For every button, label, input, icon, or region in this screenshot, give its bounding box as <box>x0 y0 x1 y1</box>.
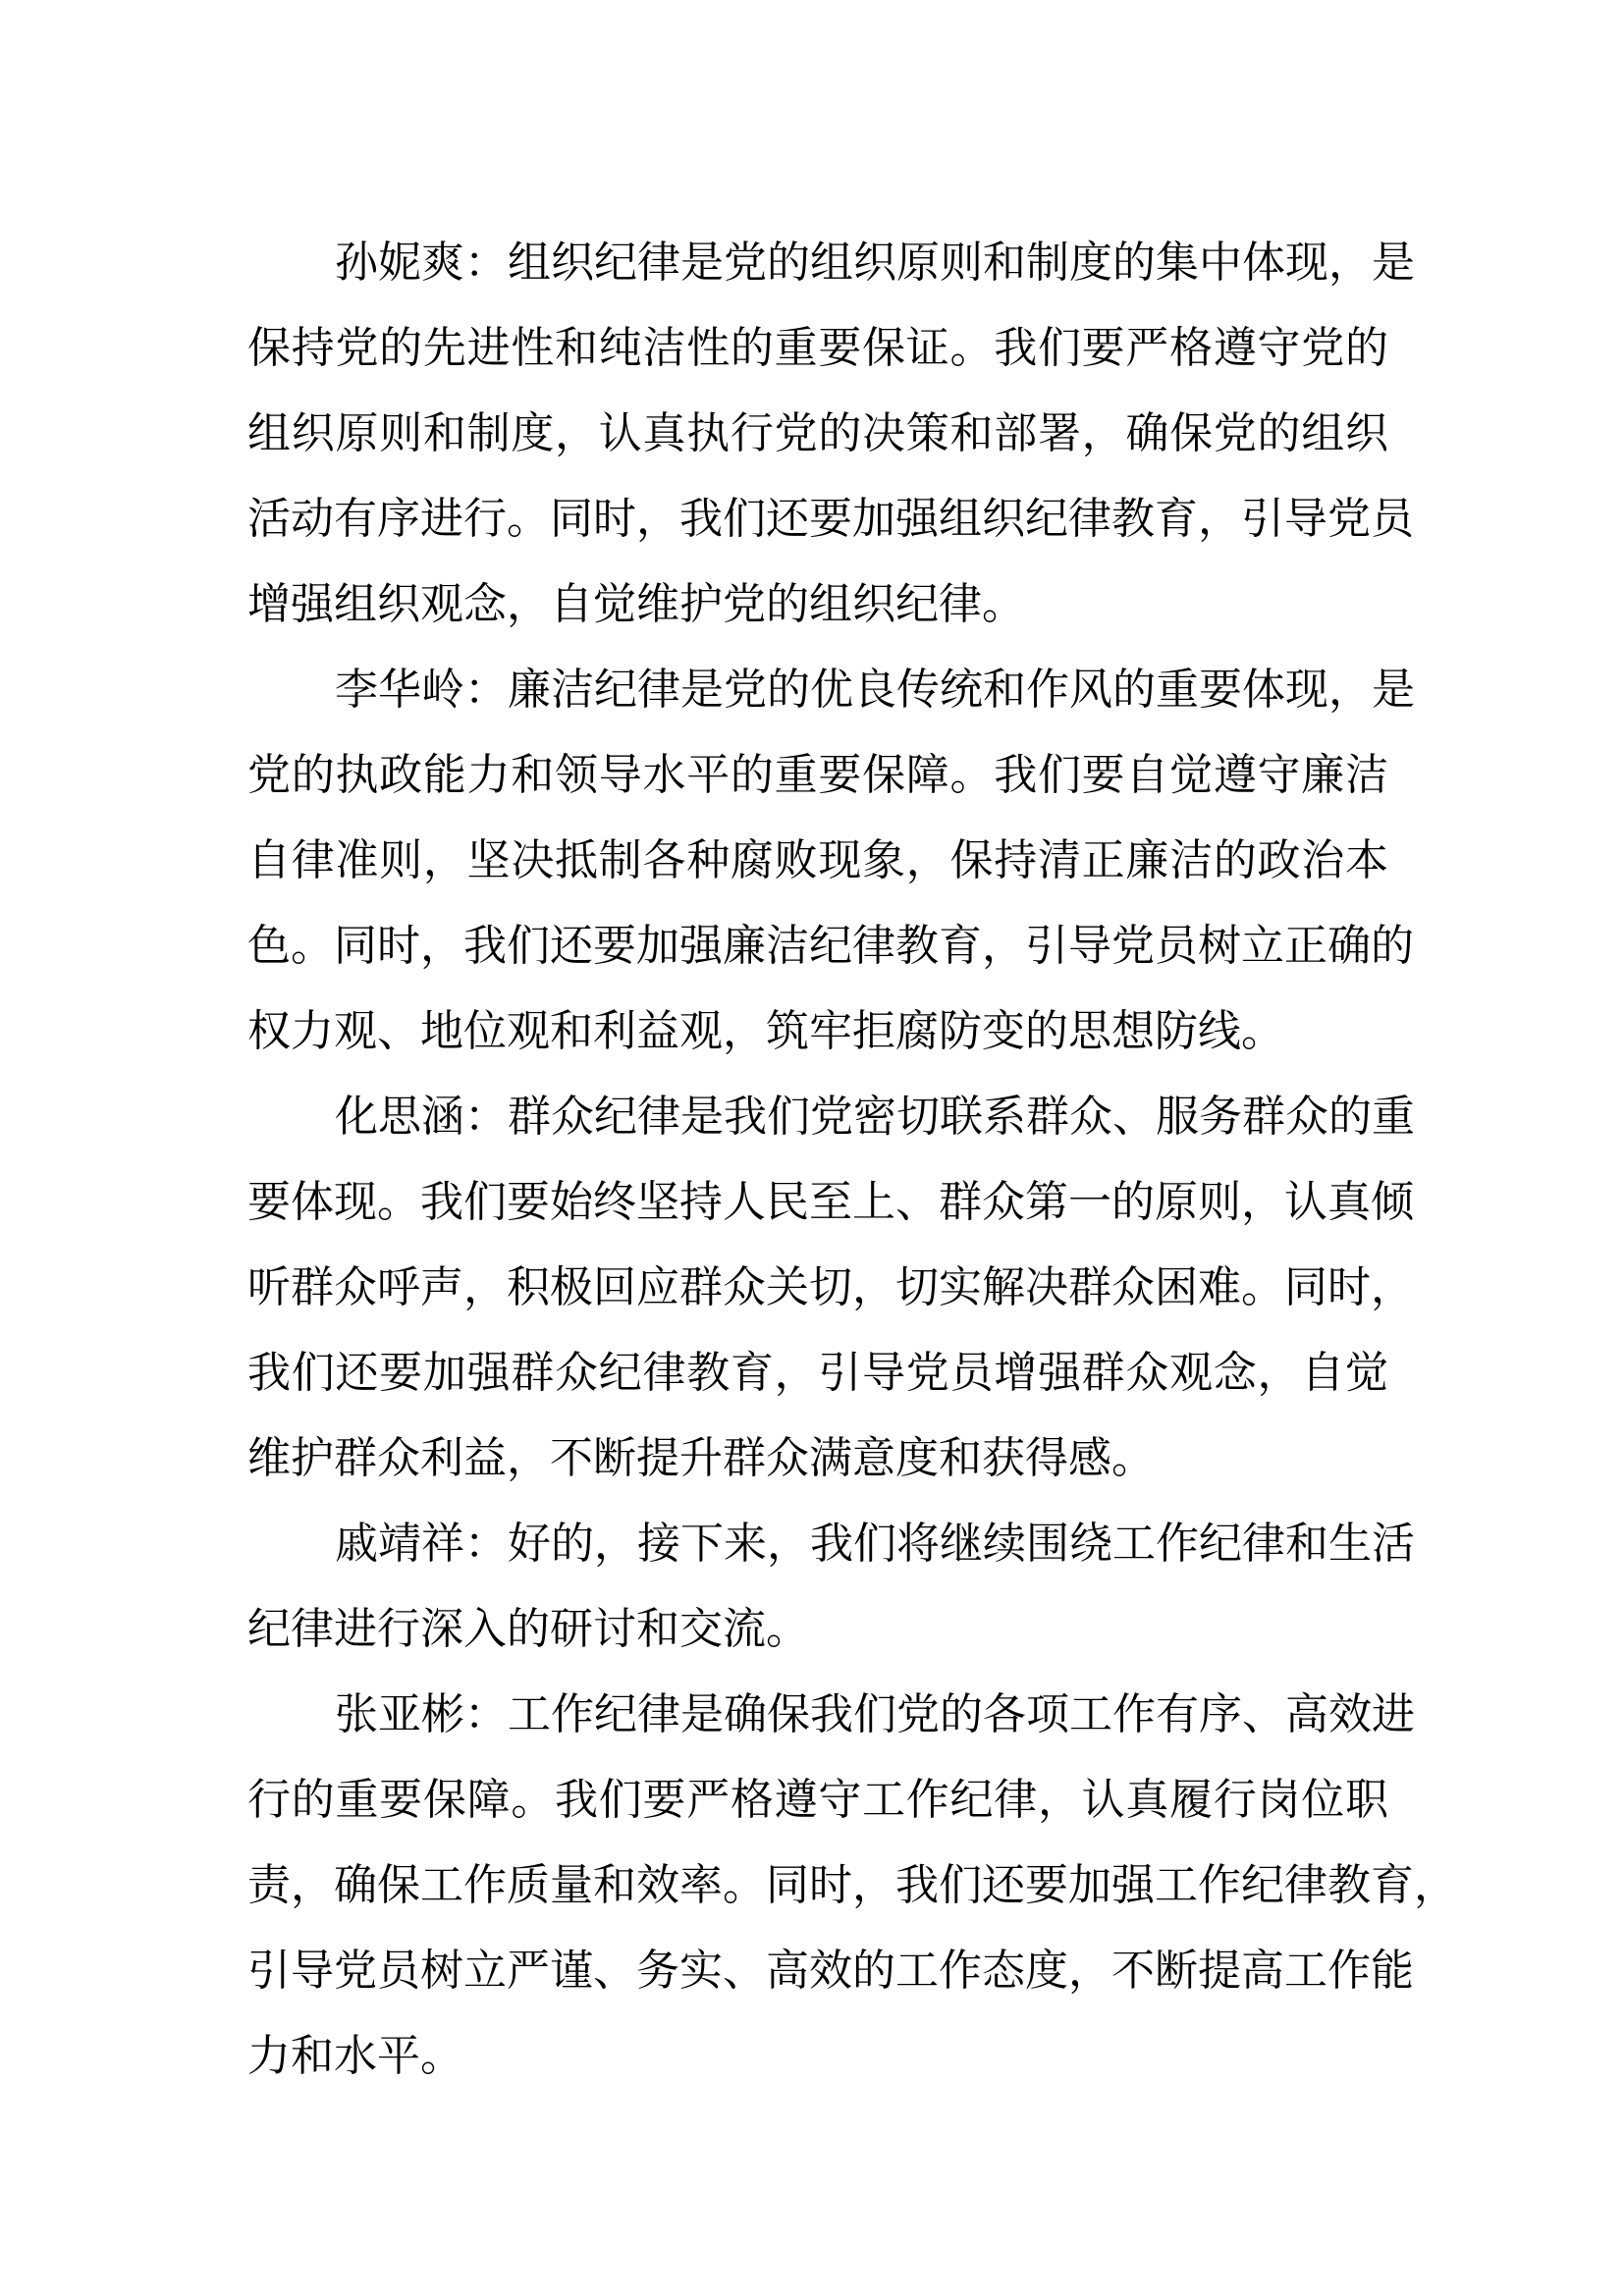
paragraph-line: 责，确保工作质量和效率。同时，我们还要加强工作纪律教育， <box>247 1860 1457 1910</box>
paragraph-line: 组织原则和制度，认真执行党的决策和部署，确保党的组织 <box>247 408 1388 458</box>
paragraph-line: 我们还要加强群众纪律教育，引导党员增强群众观念，自觉 <box>247 1348 1388 1398</box>
paragraph-line: 党的执政能力和领导水平的重要保障。我们要自觉遵守廉洁 <box>247 750 1388 800</box>
paragraph <box>247 1672 1457 2099</box>
document-page <box>247 220 1457 2099</box>
paragraph-line: 听群众呼声，积极回应群众关切，切实解决群众困难。同时， <box>247 1262 1414 1312</box>
paragraph-line: 自律准则，坚决抵制各种腐败现象，保持清正廉洁的政治本 <box>247 835 1388 885</box>
paragraph <box>247 647 1415 1074</box>
paragraph-line: 张亚彬：工作纪律是确保我们党的各项工作有序、高效进 <box>335 1689 1415 1739</box>
paragraph-line: 化思涵：群众纪律是我们党密切联系群众、服务群众的重 <box>335 1092 1415 1142</box>
paragraph-line: 活动有序进行。同时，我们还要加强组织纪律教育，引导党员 <box>247 494 1414 544</box>
paragraph <box>247 1501 1415 1672</box>
paragraph-line: 纪律进行深入的研讨和交流。 <box>247 1604 809 1654</box>
paragraph-line: 维护群众利益，不断提升群众满意度和获得感。 <box>247 1433 1155 1483</box>
paragraph-line: 增强组织观念，自觉维护党的组织纪律。 <box>247 579 1025 629</box>
paragraph-line: 行的重要保障。我们要严格遵守工作纪律，认真履行岗位职 <box>247 1775 1388 1825</box>
paragraph-line: 色。同时，我们还要加强廉洁纪律教育，引导党员树立正确的 <box>247 921 1414 971</box>
paragraph <box>247 220 1415 647</box>
paragraph <box>247 1074 1415 1501</box>
paragraph-line: 戚靖祥：好的，接下来，我们将继续围绕工作纪律和生活 <box>335 1519 1415 1569</box>
paragraph-line: 权力观、地位观和利益观，筑牢拒腐防变的思想防线。 <box>247 1006 1284 1056</box>
paragraph-line: 力和水平。 <box>247 2031 463 2081</box>
paragraph-line: 保持党的先进性和纯洁性的重要保证。我们要严格遵守党的 <box>247 323 1388 373</box>
paragraph-line: 要体现。我们要始终坚持人民至上、群众第一的原则，认真倾 <box>247 1177 1414 1227</box>
paragraph-line: 李华岭：廉洁纪律是党的优良传统和作风的重要体现，是 <box>335 665 1415 715</box>
paragraph-line: 孙妮爽：组织纪律是党的组织原则和制度的集中体现，是 <box>335 238 1415 288</box>
paragraph-line: 引导党员树立严谨、务实、高效的工作态度，不断提高工作能 <box>247 1946 1414 1996</box>
